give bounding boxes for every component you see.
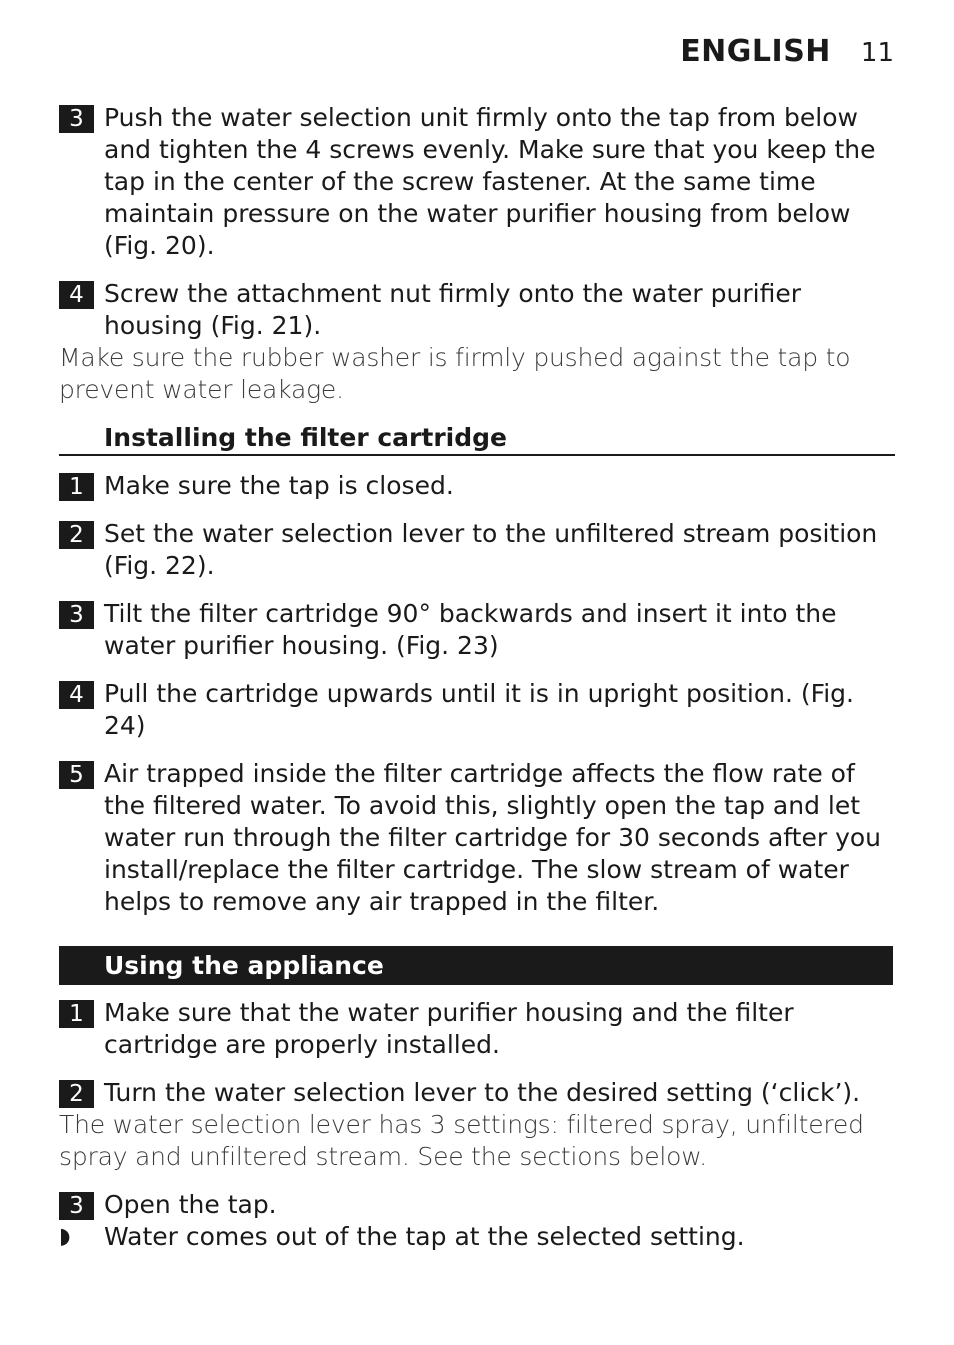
use-step-2 bbox=[59, 1077, 895, 1109]
step-number: 5 bbox=[59, 761, 94, 789]
lever-settings-note: The water selection lever has 3 settings: filtered spray, unfiltered spray and unfiltered stream. See the sections below. bbox=[59, 1110, 864, 1171]
result-bullet-icon: ◗ bbox=[59, 1224, 71, 1249]
step-number: 2 bbox=[59, 521, 94, 549]
section-heading-using-appliance: Using the appliance bbox=[59, 946, 893, 985]
step-text: Screw the attachment nut firmly onto the water purifier housing (Fig. 21). bbox=[104, 279, 801, 340]
step-text: Air trapped inside the filter cartridge affects the flow rate of the filtered water. To avoid this, slightly open the tap and let water run through the filter cartridge for 30 seconds after you install/replace the filter cartridge. The slow stream of water helps to remove any air trapped in the filter. bbox=[104, 759, 882, 916]
step-3-mount bbox=[59, 102, 895, 262]
step-text: Pull the cartridge upwards until it is in upright position. (Fig. 24) bbox=[104, 679, 854, 740]
page-header bbox=[680, 34, 894, 69]
step-number: 1 bbox=[59, 473, 94, 501]
step-text: Make sure that the water purifier housing and the filter cartridge are properly installed. bbox=[104, 998, 794, 1059]
use-step-1 bbox=[59, 997, 895, 1061]
step-number: 3 bbox=[59, 105, 94, 133]
step-number: 1 bbox=[59, 1000, 94, 1028]
washer-note: Make sure the rubber washer is firmly pushed against the tap to prevent water leakage. bbox=[59, 343, 851, 404]
page-content bbox=[59, 102, 895, 1253]
step-number: 4 bbox=[59, 281, 94, 309]
step-text: Make sure the tap is closed. bbox=[104, 471, 454, 500]
section-heading-installing-filter: Installing the filter cartridge bbox=[59, 422, 895, 456]
language-label: ENGLISH bbox=[680, 34, 831, 69]
install-step-2 bbox=[59, 518, 895, 582]
page-number: 11 bbox=[860, 38, 894, 68]
result-text: Water comes out of the tap at the selected setting. bbox=[104, 1222, 745, 1251]
step-text: Tilt the filter cartridge 90° backwards and insert it into the water purifier housing. (Fig. 23) bbox=[104, 599, 837, 660]
step-text: Set the water selection lever to the unfiltered stream position (Fig. 22). bbox=[104, 519, 878, 580]
use-step-3 bbox=[59, 1189, 895, 1221]
install-step-3 bbox=[59, 598, 895, 662]
step-number: 2 bbox=[59, 1080, 94, 1108]
install-step-4 bbox=[59, 678, 895, 742]
step-result bbox=[59, 1221, 895, 1253]
step-text: Push the water selection unit firmly onto the tap from below and tighten the 4 screws evenly. Make sure that you keep the tap in the center of the screw fastener. At the same time maintain pressure on the water purifier housing from below (Fig. 20). bbox=[104, 103, 876, 260]
step-number: 3 bbox=[59, 1192, 94, 1220]
step-number: 4 bbox=[59, 681, 94, 709]
step-text: Open the tap. bbox=[104, 1190, 277, 1219]
step-number: 3 bbox=[59, 601, 94, 629]
install-step-5 bbox=[59, 758, 895, 918]
install-step-1 bbox=[59, 470, 895, 502]
step-text: Turn the water selection lever to the desired setting (‘click’). bbox=[104, 1078, 861, 1107]
step-4-nut bbox=[59, 278, 895, 342]
